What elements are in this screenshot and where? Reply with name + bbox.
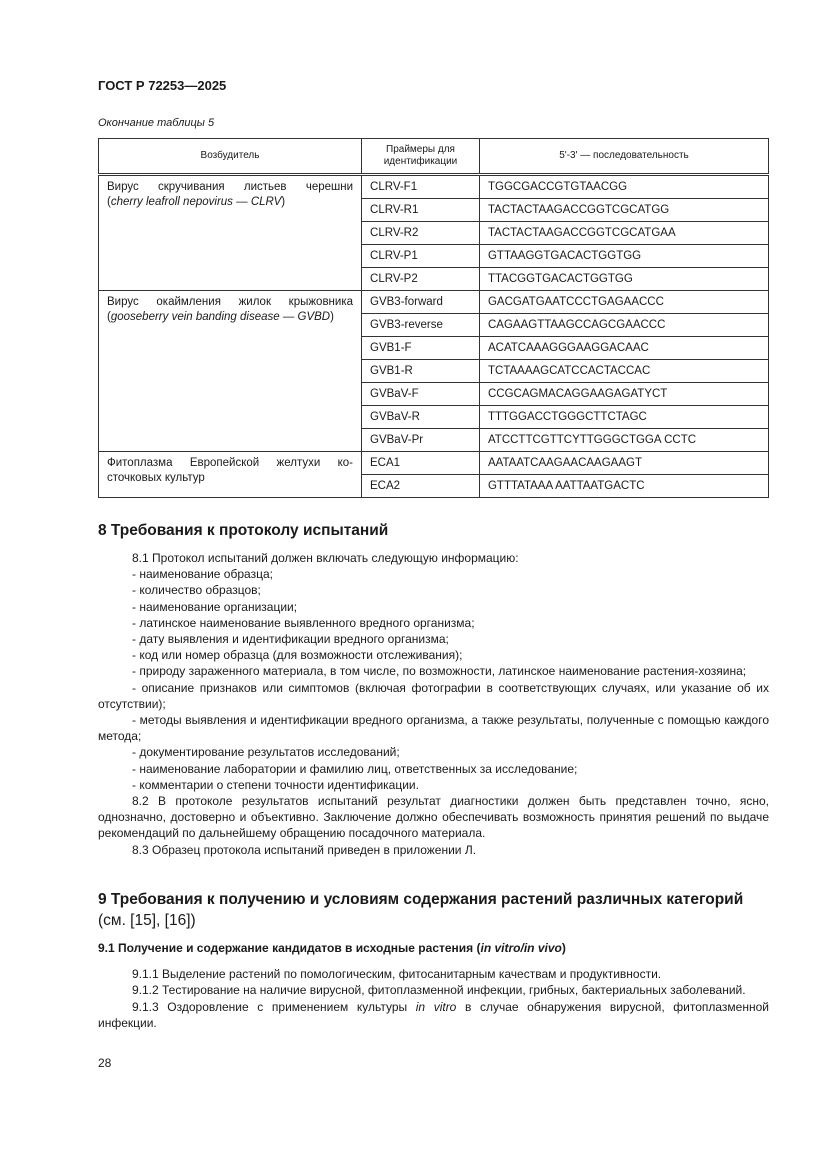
table-row <box>99 175 769 199</box>
section-9 <box>98 889 769 1031</box>
primer-cell: GVBaV-Pr <box>362 429 480 452</box>
paragraph-9-1-1: 9.1.1 Выделение растений по помологическим, фитосанитарным качествам и продуктивности. <box>132 967 662 982</box>
primer-cell: ECA2 <box>362 475 480 498</box>
table-row <box>99 291 769 314</box>
paragraph-9-1-2: 9.1.2 Тестирование на наличие вирусной, фитоплазменной инфекции, грибных, бактериальных заболеваний. <box>132 983 746 998</box>
primer-cell: GVB1-R <box>362 360 480 383</box>
subsection-9-1-title: 9.1 Получение и содержание кандидатов в исходные растения (in vitro/in vivo) <box>98 941 566 955</box>
list-item: - описание признаков или симптомов (включая фотографии в соответствующих случаях, или указание об их отсутствии); <box>98 680 769 711</box>
list-item: - наименование образца; <box>132 567 273 582</box>
primer-cell: CLRV-P2 <box>362 268 480 291</box>
page-number: 28 <box>98 1056 112 1070</box>
paragraph-9-1-3: 9.1.3 Оздоровление с применением культуры in vitro в случае обнаружения вирусной, фитоплазменной инфекции. <box>98 999 769 1030</box>
sequence-cell: AATAATCAAGAACAAGAAGT <box>479 452 768 475</box>
primer-cell: GVBaV-R <box>362 406 480 429</box>
section-9-title: 9 Требования к получению и условиям содержания растений различных категорий (см. [15], [16]) <box>98 891 744 929</box>
pathogen-cell: Вирус скручивания листьев черешни (cherry leafroll nepovirus — CLRV) <box>99 175 362 291</box>
paragraph-8-2: 8.2 В протоколе результатов испытаний результат диагностики должен быть представлен точно, ясно, однозначно, достоверно и объективно. Заключение должно обеспечивать возможность принятия решений по выдаче рекомендаций по дальнейшему обращению посадочного материала. <box>98 794 769 841</box>
primer-cell: GVBaV-F <box>362 383 480 406</box>
list-item: - природу зараженного материала, в том числе, по возможности, латинское наименование растения-хозяина; <box>132 664 747 679</box>
primer-cell: CLRV-F1 <box>362 175 480 199</box>
primer-cell: CLRV-R1 <box>362 199 480 222</box>
column-header-primers: Праймеры для идентификации <box>362 139 480 175</box>
table-header-row <box>99 139 769 175</box>
primer-cell: CLRV-P1 <box>362 245 480 268</box>
sequence-cell: TACTACTAAGACCGGTCGCATGAA <box>479 222 768 245</box>
column-header-sequence: 5'-3' — последовательность <box>479 139 768 175</box>
column-header-pathogen: Возбудитель <box>99 139 362 175</box>
sequence-cell: CAGAAGTTAAGCCAGCGAACCC <box>479 314 768 337</box>
primer-cell: GVB1-F <box>362 337 480 360</box>
sequence-cell: TTTGGACCTGGGCTTCTAGC <box>479 406 768 429</box>
section-8-title: 8 Требования к протоколу испытаний <box>98 522 389 539</box>
table-caption: Окончание таблицы 5 <box>98 117 215 129</box>
list-item: - наименование лаборатории и фамилию лиц, ответственных за исследование; <box>132 761 578 776</box>
primer-cell: GVB3-forward <box>362 291 480 314</box>
list-item: - методы выявления и идентификации вредного организма, а также результаты, полученные с помощью каждого метода; <box>98 713 769 744</box>
list-item: - количество образцов; <box>132 583 261 598</box>
sequence-cell: ATCCTTCGTTCYTTGGGCTGGA CCTC <box>479 429 768 452</box>
sequence-cell: TACTACTAAGACCGGTCGCATGG <box>479 199 768 222</box>
section-8 <box>98 520 769 858</box>
pathogen-cell: Фитоплазма Европейской желтухи ко- сточковых культур <box>99 452 362 498</box>
paragraph-8-3: 8.3 Образец протокола испытаний приведен в приложении Л. <box>132 842 477 857</box>
sequence-cell: TCTAAAAGCATCCACTACCAC <box>479 360 768 383</box>
table-row <box>99 452 769 475</box>
paragraph-8-1: 8.1 Протокол испытаний должен включать следующую информацию: <box>132 551 519 565</box>
sequence-cell: GTTTATAAA AATTAATGACTC <box>479 475 768 498</box>
sequence-cell: GTTAAGGTGACACTGGTGG <box>479 245 768 268</box>
list-item: - наименование организации; <box>132 599 298 614</box>
sequence-cell: GACGATGAATCCCTGAGAACCC <box>479 291 768 314</box>
list-item: - комментарии о степени точности идентификации. <box>132 777 419 792</box>
sequence-cell: ACATCAAAGGGAAGGACAAC <box>479 337 768 360</box>
list-item: - код или номер образца (для возможности отслеживания); <box>132 648 463 663</box>
protocol-items-list <box>98 566 769 793</box>
list-item: - латинское наименование выявленного вредного организма; <box>132 615 475 630</box>
primer-cell: CLRV-R2 <box>362 222 480 245</box>
primers-table <box>98 138 769 498</box>
list-item: - документирование результатов исследований; <box>132 745 400 760</box>
sequence-cell: TTACGGTGACACTGGTGG <box>479 268 768 291</box>
pathogen-cell: Вирус окаймления жилок крыжовника (gooseberry vein banding disease — GVBD) <box>99 291 362 452</box>
document-code: ГОСТ Р 72253—2025 <box>98 78 227 93</box>
primer-cell: ECA1 <box>362 452 480 475</box>
list-item: - дату выявления и идентификации вредного организма; <box>132 632 449 647</box>
sequence-cell: TGGCGACCGTGTAACGG <box>479 175 768 199</box>
primer-cell: GVB3-reverse <box>362 314 480 337</box>
sequence-cell: CCGCAGMACAGGAAGAGATYCT <box>479 383 768 406</box>
